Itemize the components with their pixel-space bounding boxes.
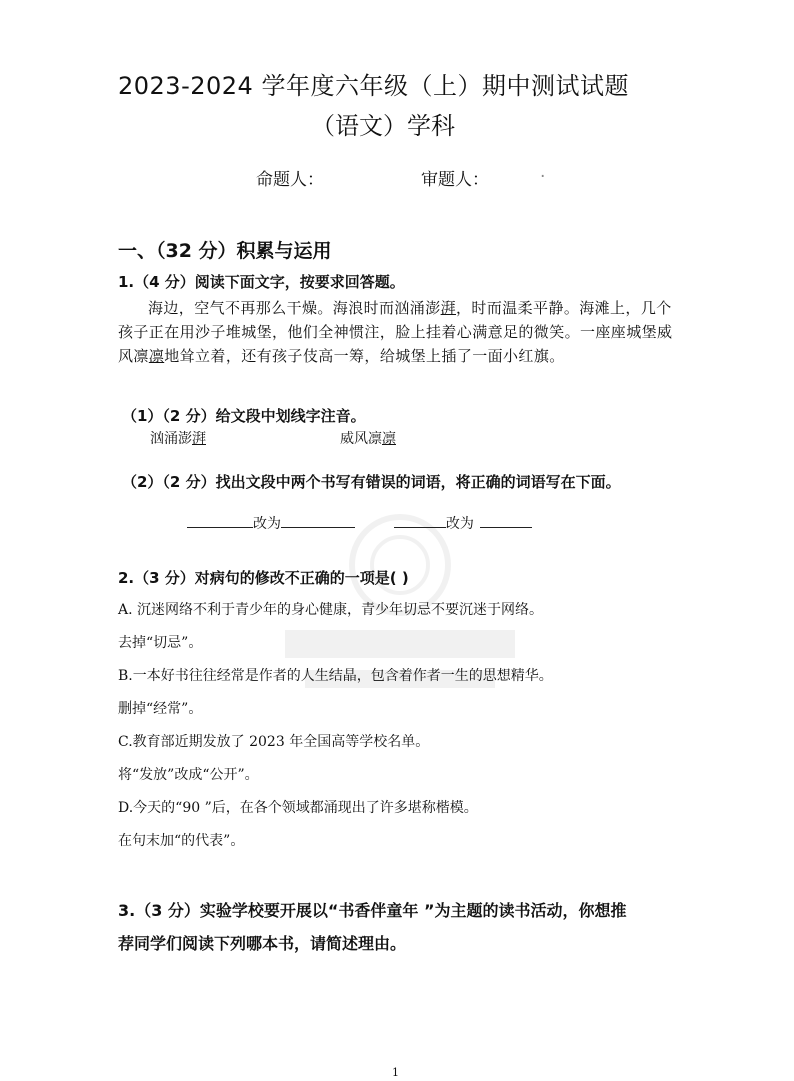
answer-blank[interactable] [480,513,532,528]
word-text: 汹涌澎 [150,431,192,447]
passage-text: ，时而温柔平静。海滩上，几个孩子正在用沙子堆城堡，他们全神惯注，脸上挂着心满意足的微笑。一座座城堡威风凛 [118,299,673,365]
option-b-fix: 删掉“经常”。 [118,701,203,717]
reviewer-label: 审题人： [421,170,489,190]
word-text: 威风凛 [340,431,382,447]
underlined-char: 湃 [192,431,206,447]
correction-row [187,513,532,533]
answer-blank[interactable] [187,513,253,528]
pinyin-word-1 [150,428,206,448]
option-d-fix: 在句末加“的代表”。 [118,833,245,849]
question-2-heading: 2.（3 分）对病句的修改不正确的一项是( ) [118,569,409,587]
option-c-fix: 将“发放”改成“公开”。 [118,767,259,783]
subquestion-1-heading: （1）（2 分）给文段中划线字注音。 [122,407,366,425]
answer-blank[interactable] [281,513,355,528]
option-d-sentence: D.今天的“90 ”后，在各个领域都涌现出了许多堪称楷模。 [118,800,478,816]
passage-text: 海边，空气不再那么干燥。海浪时而汹涌澎 [148,299,441,317]
page-number: 1 [392,1066,399,1079]
option-b-sentence: B.一本好书往往经常是作者的人生结晶，包含着作者一生的思想精华。 [118,668,553,684]
exam-title: 2023-2024 学年度六年级（上）期中测试试题 [118,72,629,100]
question-3-line-1: 3.（3 分）实验学校要开展以“书香伴童年 ”为主题的读书活动，你想推 [118,901,627,920]
question-1-heading: 1.（4 分）阅读下面文字，按要求回答题。 [118,273,405,291]
option-a-fix: 去掉“切忌”。 [118,635,203,651]
reviewer-mark: · [540,167,546,187]
subquestion-2-heading: （2）（2 分）找出文段中两个书写有错误的词语，将正确的词语写在下面。 [122,473,621,491]
question-3-line-2: 荐同学们阅读下列哪本书，请简述理由。 [118,934,407,953]
passage-underlined-char: 凛 [148,347,165,365]
option-a-sentence: A. 沉迷网络不利于青少年的身心健康，青少年切忌不要沉迷于网络。 [118,602,544,618]
option-c-sentence: C.教育部近期发放了 2023 年全国高等学校名单。 [118,734,430,750]
exam-subject: （语文）学科 [311,112,455,140]
pinyin-word-2 [340,428,396,448]
passage-underlined-char: 湃 [440,299,457,317]
author-label: 命题人： [256,170,324,190]
change-to-label: 改为 [253,516,281,532]
change-to-label: 改为 [445,516,474,532]
passage-text: 地耸立着，还有孩子伎高一筹，给城堡上插了一面小红旗。 [164,347,565,365]
section-heading: 一、（32 分）积累与运用 [118,240,332,262]
reading-passage [118,296,678,368]
underlined-char: 凛 [382,431,396,447]
answer-blank[interactable] [394,513,446,528]
